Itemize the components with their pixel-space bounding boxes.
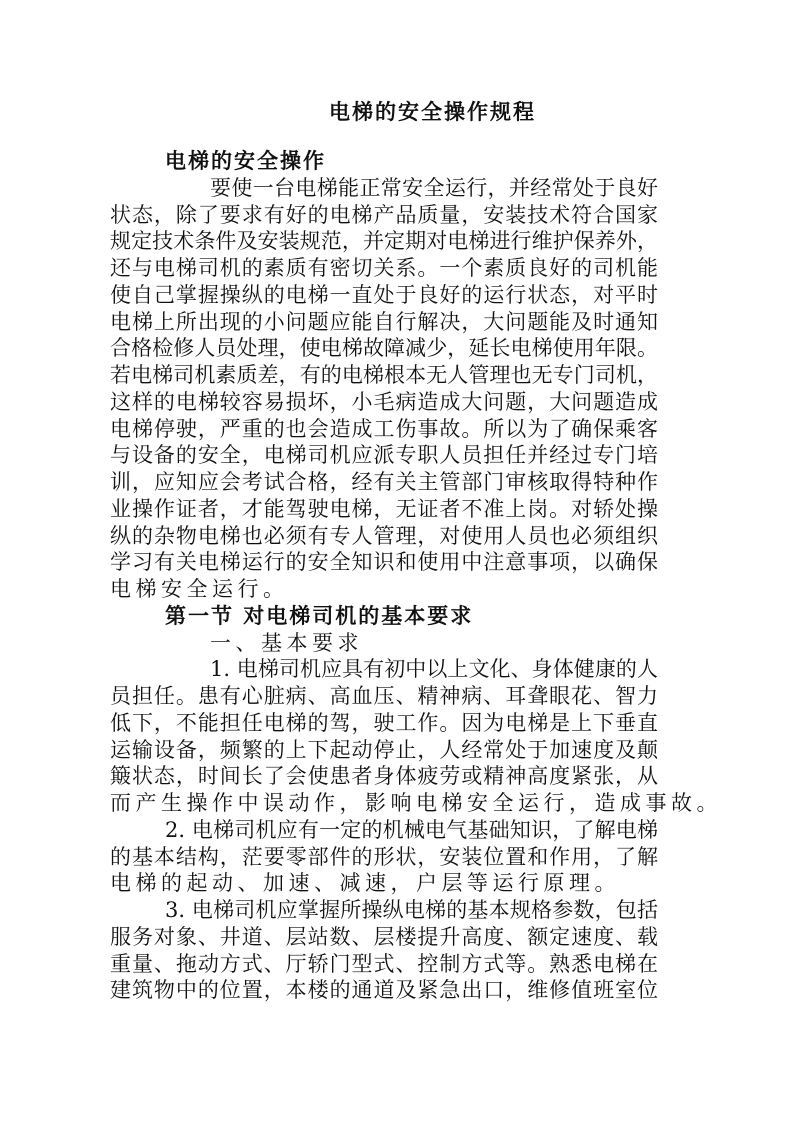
paragraph-line: 电梯的起动、加速、减速，户层等运行原理。 — [110, 871, 620, 896]
paragraph-line: 运输设备，频繁的上下起动停止，人经常处于加速度及颠 — [110, 737, 658, 762]
paragraph-line: 要使一台电梯能正常安全运行，并经常处于良好 — [210, 175, 658, 200]
paragraph-line: 电梯上所出现的小问题应能自行解决，大问题能及时通知 — [110, 309, 658, 334]
paragraph-line: 若电梯司机素质差，有的电梯根本无人管理也无专门司机， — [110, 363, 658, 387]
paragraph-line: 而产生操作中误动作，影响电梯安全运行，造成事故。 — [110, 791, 722, 815]
paragraph-line: 业操作证者，才能驾驶电梯，无证者不准上岗。对轿处操 — [110, 496, 658, 521]
paragraph-line: 服务对象、井道、层站数、层楼提升高度、额定速度、载 — [110, 924, 658, 949]
paragraph-line: 员担任。患有心脏病、高血压、精神病、耳聋眼花、智力 — [110, 684, 658, 708]
paragraph-line: 重量、拖动方式、厅轿门型式、控制方式等。熟悉电梯在 — [110, 951, 658, 976]
paragraph-line: 2. 电梯司机应有一定的机械电气基础知识，了解电梯 — [165, 817, 658, 842]
paragraph-line: 规定技术条件及安装规范，并定期对电梯进行维护保养外， — [110, 229, 658, 254]
paragraph-line: 簸状态，时间长了会使患者身体疲劳或精神高度紧张，从 — [110, 764, 658, 789]
paragraph-line: 1. 电梯司机应具有初中以上文化、身体健康的人 — [210, 657, 658, 682]
paragraph-line: 还与电梯司机的素质有密切关系。一个素质良好的司机能 — [110, 256, 658, 280]
paragraph-line: 纵的杂物电梯也必须有专人管理，对使用人员也必须组织 — [110, 523, 658, 548]
paragraph-line: 电梯安全运行。 — [110, 577, 289, 601]
document-title: 电梯的安全操作规程 — [329, 99, 536, 124]
subsection-heading: 一、基本要求 — [210, 630, 363, 655]
paragraph-line: 合格检修人员处理，使电梯故障减少，延长电梯使用年限。 — [110, 336, 658, 361]
paragraph-line: 学习有关电梯运行的安全知识和使用中注意事项，以确保 — [110, 550, 658, 575]
section-heading: 电梯的安全操作 — [165, 148, 326, 173]
paragraph-line: 3. 电梯司机应掌握所操纵电梯的基本规格参数，包括 — [165, 898, 658, 922]
paragraph-line: 的基本结构，茫要零部件的形状，安装位置和作用，了解 — [110, 844, 658, 869]
paragraph-line: 建筑物中的位置，本楼的通道及紧急出口，维修值班室位 — [110, 978, 658, 1003]
paragraph-line: 状态，除了要求有好的电梯产品质量，安装技术符合国家 — [110, 202, 658, 227]
chapter-heading: 第一节 对电梯司机的基本要求 — [165, 602, 474, 628]
paragraph-line: 使自己掌握操纵的电梯一直处于良好的运行状态，对平时 — [110, 282, 658, 307]
paragraph-line: 这样的电梯较容易损坏，小毛病造成大问题，大问题造成 — [110, 389, 658, 414]
paragraph-line: 与设备的安全，电梯司机应派专职人员担任并经过专门培 — [110, 443, 658, 468]
document-body — [110, 148, 722, 1004]
paragraph-line: 电梯停驶，严重的也会造成工伤事故。所以为了确保乘客 — [110, 416, 658, 441]
paragraph-line: 训，应知应会考试合格，经有关主管部门审核取得特种作 — [110, 470, 658, 494]
paragraph-line: 低下，不能担任电梯的驾，驶工作。因为电梯是上下垂直 — [110, 710, 658, 735]
